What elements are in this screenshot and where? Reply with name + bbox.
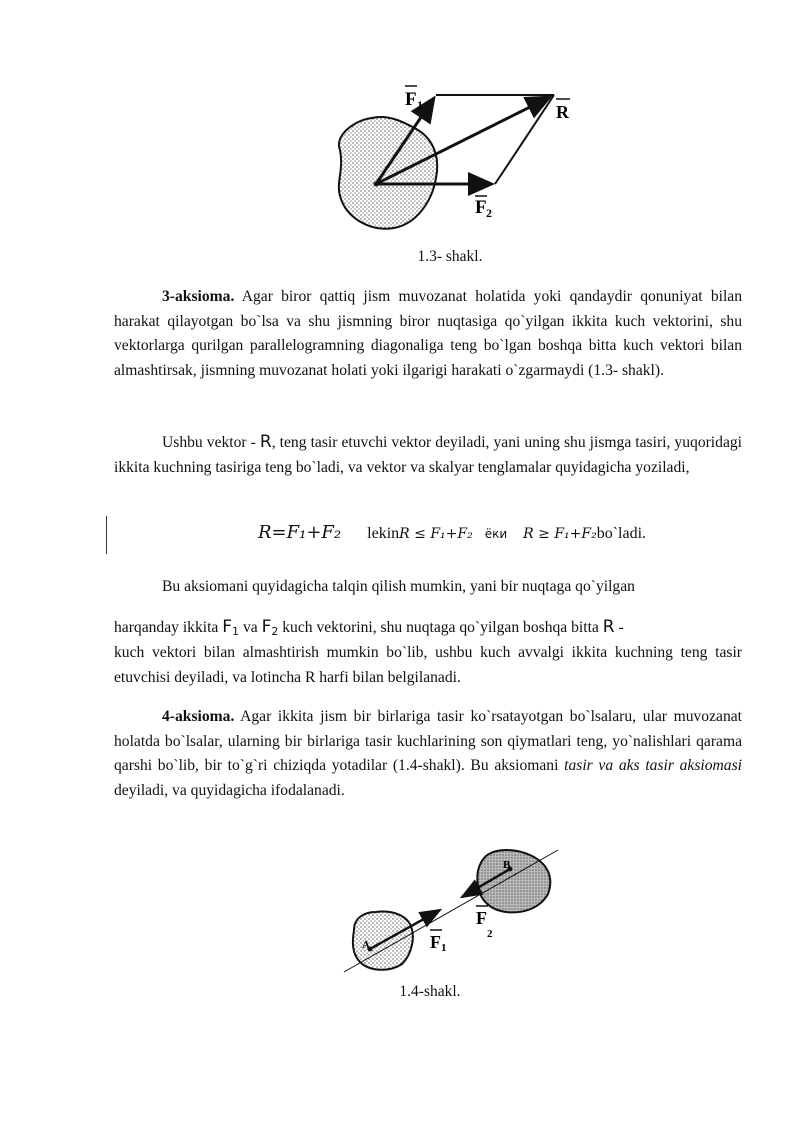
interpretation-dash: -	[614, 619, 624, 636]
label-f2-sub: 2	[487, 928, 493, 940]
axiom-4-italic: tasir va aks tasir aksiomasi	[564, 757, 742, 775]
formula-yoki: ёки	[484, 527, 508, 541]
axiom-4-text-1: Agar ikkita jism bir birlariga tasir ko`rsatayotgan bo`lsalaru, ular muvozanat holatda bo`lsalar, ularning bir birlariga tasir kuchlarining son qiymatlari teng, yo`nalishlari qarama qarshi bo`lib, bir to`g`ri chiziqda yotadilar (1.4-shakl). Bu aksiomani	[114, 708, 742, 775]
interpretation-rest: kuch vektori bilan almashtirish mumkin bo`lib, ushbu kuch avvalgi ikkita kuchning teng tasir etuvchisi deyiladi, va lotincha R harfi bilan belgilanadi.	[114, 644, 742, 686]
figure-1-4-caption: 1.4-shakl.	[399, 983, 461, 1000]
f2-symbol: $F_2$	[261, 617, 279, 638]
figure-1-3-caption: 1.3- shakl.	[417, 248, 483, 265]
figure-1-4	[340, 842, 570, 982]
resultant-text-before: Ushbu vektor -	[162, 434, 260, 451]
label-f1-sub: 1	[441, 942, 447, 954]
label-a: A	[362, 939, 370, 951]
label-f1: F	[430, 932, 441, 952]
label-f2-sub: 2	[486, 206, 492, 220]
label-f1: F	[405, 89, 417, 110]
interpretation-part-b: kuch vektorini, shu nuqtaga qo`yilgan boshqa bitta	[278, 619, 603, 636]
formula-line	[258, 522, 646, 543]
label-f1-sub: 1	[417, 98, 423, 112]
formula-boladi: bo`ladi.	[596, 525, 647, 542]
axiom-4-title: 4-aksioma.	[162, 708, 235, 725]
axiom-3-title: 3-aksioma.	[162, 288, 235, 305]
interpretation-line-1: Bu aksiomani quyidagicha talqin qilish mumkin, yani bir nuqtaga qo`yilgan	[162, 578, 635, 595]
inequality-2: R ≥ F₁+F₂	[523, 526, 597, 542]
margin-bar	[106, 516, 107, 554]
axiom-3-paragraph	[114, 285, 742, 383]
resultant-text-after: , teng tasir etuvchi vektor deyiladi, yani uning shu jismga tasiri, yuqoridagi ikkita kuchning tasiriga teng bo`ladi, va vektor va skalyar tenglamalar quyidagicha yoziladi,	[114, 434, 742, 476]
label-b: B	[503, 859, 511, 871]
axiom-4-paragraph	[114, 705, 742, 803]
vector-equation: R=F₁+F₂	[258, 522, 342, 543]
figure-1-3	[320, 78, 590, 238]
inequality-1: R ≤ F₁+F₂	[399, 526, 473, 542]
resultant-paragraph	[114, 430, 742, 480]
axiom-4-text-2: deyiladi, va quyidagicha ifodalanadi.	[114, 781, 345, 799]
formula-lekin: lekin	[367, 525, 400, 542]
resultant-symbol: R	[259, 432, 272, 452]
interpretation-part-a: harqanday ikkita	[114, 619, 223, 636]
r-symbol: R	[602, 617, 615, 637]
interpretation-line-2	[114, 617, 742, 638]
label-f2: F	[475, 197, 487, 218]
label-f2: F	[476, 908, 487, 928]
interpretation-va: va	[239, 619, 262, 636]
body-shape	[339, 117, 437, 229]
axiom-3-text: Agar biror qattiq jism muvozanat holatida yoki qandaydir qonuniyat bilan harakat qilayotgan bo`lsa va shu jismning biror nuqtasiga qo`yilgan ikkita kuch vektorini, shu vektorlarga qurilgan parallelogramning diagonaliga teng bo`lgan boshqa bitta kuch vektori bilan almashtirsak, jismning muvozanat holati yoki ilgarigi harakati o`zgarmaydi (1.3- shakl).	[114, 288, 742, 379]
label-r: R	[556, 102, 569, 122]
application-point	[374, 182, 379, 187]
f1-symbol: $F_1$	[222, 617, 240, 638]
